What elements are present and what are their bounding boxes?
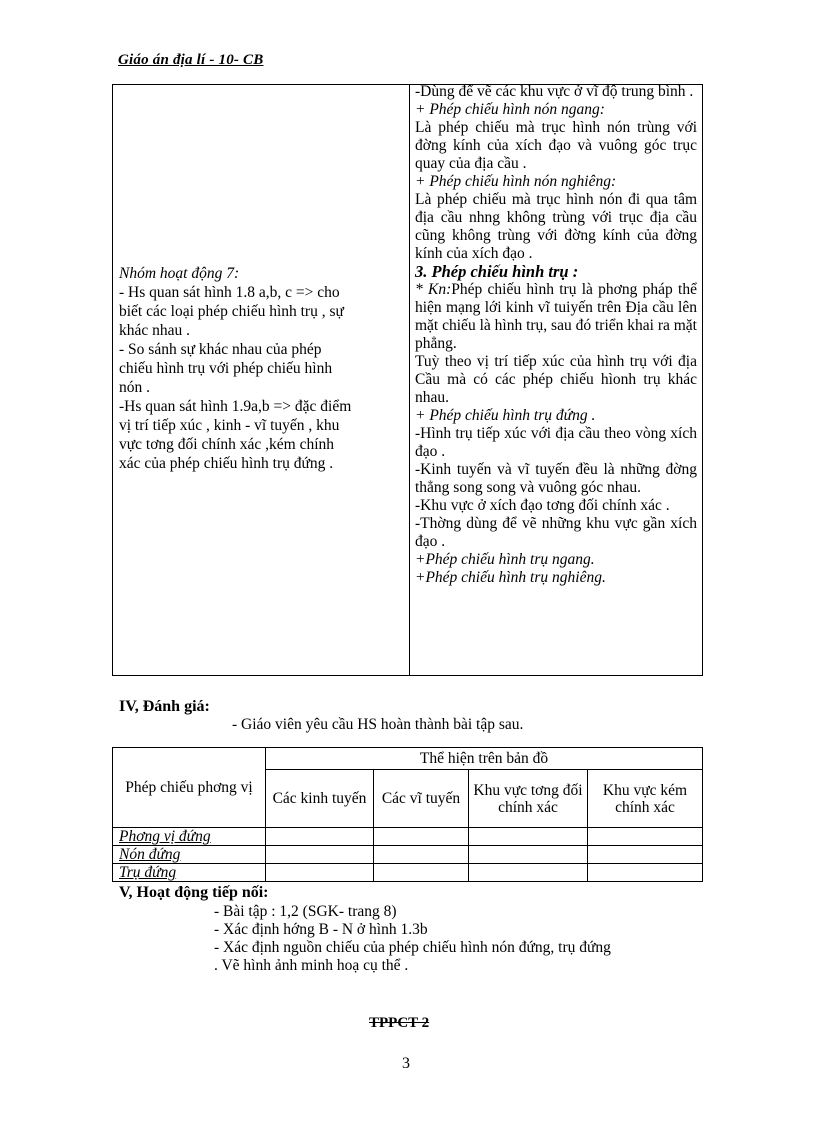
page-header-title: Giáo án địa lí - 10- CB: [118, 52, 264, 68]
column-header: Khu vực kém chính xác: [588, 770, 703, 828]
lesson-code: TPPCT 2: [369, 1015, 430, 1031]
content-paragraph: Là phép chiếu mà trục hình nón đi qua tâm địa cầu nhng không trùng với trục địa cầu cũng không trùng với đờng kính của đờng kính của xích đạo .: [415, 191, 697, 262]
section-5-line: . Vẽ hình ảnh minh hoạ cụ thể .: [214, 957, 409, 974]
subheading-cylinder-upright: + Phép chiếu hình trụ đứng .: [415, 407, 596, 424]
content-paragraph: Tuỳ theo vị trí tiếp xúc của hình trụ với địa Cầu mà có các phép chiếu hìonh trụ khác nhau.: [415, 353, 697, 406]
subheading-cylinder-horizontal: +Phép chiếu hình trụ ngang.: [415, 551, 595, 568]
section-4-heading: IV, Đánh giá:: [119, 698, 210, 715]
subheading-cylinder-oblique: +Phép chiếu hình trụ nghiêng.: [415, 569, 606, 586]
table-cell[interactable]: [266, 864, 374, 882]
column-header: Các kinh tuyến: [266, 770, 374, 828]
group-header: Thể hiện trên bản đồ: [266, 748, 703, 770]
activity-line: - Hs quan sát hình 1.8 a,b, c => cho: [119, 284, 340, 301]
activity-line: vực tơng đối chính xác ,kém chính: [119, 436, 335, 453]
table-cell[interactable]: [374, 864, 469, 882]
row-label: Nón đứng: [113, 846, 266, 864]
content-paragraph: -Thờng dùng để vẽ những khu vực gần xích đạo .: [415, 515, 697, 550]
activity-line: khác nhau .: [119, 322, 191, 339]
activity-line: vị trí tiếp xúc , kinh - vĩ tuyến , khu: [119, 417, 340, 434]
activity-line: chiếu hình trụ với phép chiếu hình: [119, 360, 333, 377]
content-paragraph: -Khu vực ở xích đạo tơng đối chính xác .: [415, 497, 670, 514]
page-number: 3: [402, 1055, 410, 1072]
definition-paragraph: [415, 281, 697, 353]
table-cell[interactable]: [374, 828, 469, 846]
content-column: [415, 83, 697, 587]
activity-line: - So sánh sự khác nhau của phép: [119, 341, 322, 358]
section-5-line: - Xác định hớng B - N ở hình 1.3b: [214, 921, 428, 938]
activity-line: xác của phép chiếu hình trụ đứng .: [119, 455, 334, 472]
table-cell[interactable]: [266, 828, 374, 846]
section-heading-cylinder: 3. Phép chiếu hình trụ :: [415, 262, 579, 281]
section-5-heading: V, Hoạt động tiếp nối:: [119, 884, 269, 901]
subheading-cone-oblique: + Phép chiếu hình nón nghiêng:: [415, 173, 617, 190]
column-divider: [409, 85, 410, 675]
table-cell[interactable]: [588, 864, 703, 882]
table-cell[interactable]: [469, 846, 588, 864]
activity-line: -Hs quan sát hình 1.9a,b => đặc điểm: [119, 398, 352, 415]
evaluation-table: [112, 747, 703, 882]
table-cell[interactable]: [266, 846, 374, 864]
table-cell[interactable]: [588, 828, 703, 846]
content-paragraph: -Kinh tuyến và vĩ tuyến đều là những đờng thẳng song song và vuông góc nhau.: [415, 461, 697, 496]
table-cell[interactable]: [469, 864, 588, 882]
table-cell[interactable]: [374, 846, 469, 864]
column-header: Khu vực tơng đối chính xác: [469, 770, 588, 828]
column-header: Các vĩ tuyến: [374, 770, 469, 828]
section-5-line: - Bài tập : 1,2 (SGK- trang 8): [214, 903, 397, 920]
definition-label: * Kn:: [415, 281, 452, 298]
subheading-cone-horizontal: + Phép chiếu hình nón ngang:: [415, 101, 605, 118]
content-paragraph: Là phép chiếu mà trục hình nón trùng với đờng kính của xích đạo và vuông góc trục quay của địa cầu .: [415, 119, 697, 172]
table-row: [113, 846, 703, 864]
table-row: [113, 864, 703, 882]
table-row: [113, 828, 703, 846]
definition-text: Phép chiếu hình trụ là phơng pháp thể hiện mạng lới kinh vĩ tuiyến trên Địa cầu lên mặt chiếu là hình trụ, sau đó triển khai ra mặt phẳng.: [415, 281, 697, 352]
corner-header: Phép chiếu phơng vị: [113, 748, 266, 828]
content-paragraph: -Hình trụ tiếp xúc với địa cầu theo vòng xích đạo .: [415, 425, 697, 460]
row-label: Trụ đứng: [113, 864, 266, 882]
group-title: Nhóm hoạt động 7:: [119, 265, 240, 282]
activity-line: nón .: [119, 379, 150, 396]
section-5-line: - Xác định nguồn chiếu của phép chiếu hình nón đứng, trụ đứng: [214, 939, 611, 956]
table-cell[interactable]: [469, 828, 588, 846]
activity-column: [119, 264, 401, 473]
activity-line: biết các loại phép chiếu hình trụ , sự: [119, 303, 344, 320]
section-4-instruction: - Giáo viên yêu cầu HS hoàn thành bài tập sau.: [232, 716, 524, 733]
table-cell[interactable]: [588, 846, 703, 864]
content-paragraph: -Dùng để vẽ các khu vực ở vĩ độ trung bình .: [415, 83, 694, 100]
row-label: Phơng vị đứng: [113, 828, 266, 846]
